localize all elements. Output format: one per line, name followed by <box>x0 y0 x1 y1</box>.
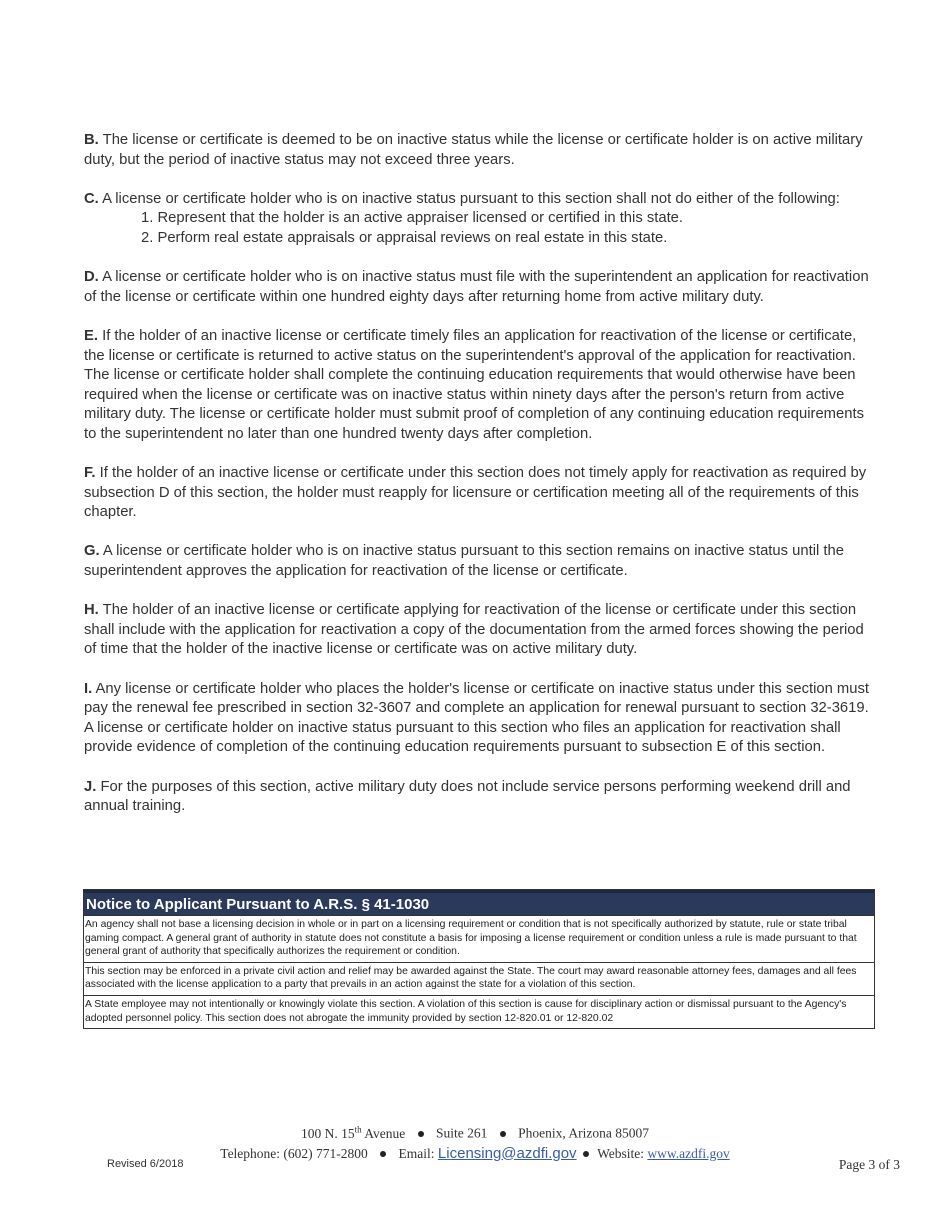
paragraph-letter: F. <box>84 465 96 482</box>
paragraph-text: The license or certificate is deemed to be on inactive status while the license or certificate holder is on active military duty, but the period of inactive status may not exceed three years. <box>84 132 863 168</box>
notice-row: This section may be enforced in a private civil action and relief may be awarded against the State. The court may award reasonable attorney fees, damages and all fees associated with the license application to a party that prevails in an action against the state for a violation of this section. <box>84 962 874 995</box>
street-number: 100 N. 15 <box>300 1125 355 1141</box>
bullet-icon <box>583 1151 589 1157</box>
telephone: Telephone: (602) 771-2800 <box>220 1145 368 1161</box>
street-suffix: th <box>354 1124 362 1134</box>
street <box>301 1126 405 1141</box>
bullet-icon <box>418 1131 424 1137</box>
page-number: Page 3 of 3 <box>838 1157 900 1172</box>
street-name: Avenue <box>361 1125 406 1141</box>
email-label: Email: <box>398 1145 438 1161</box>
website-link[interactable]: www.azdfi.gov <box>647 1145 730 1161</box>
notice-row: A State employee may not intentionally or knowingly violate this section. A violation of this section is cause for disciplinary action or dismissal pursuant to the Agency's adopted personnel policy. This section does not abrogate the immunity provided by section 12-820.01 or 12-820.02 <box>84 995 874 1028</box>
revised-date: Revised 6/2018 <box>107 1158 184 1170</box>
notice-title: Notice to Applicant Pursuant to A.R.S. § 41-1030 <box>84 890 874 915</box>
suite: Suite 261 <box>436 1125 488 1141</box>
paragraph-letter: I. <box>84 680 93 697</box>
paragraph-text: If the holder of an inactive license or certificate timely files an application for reactivation of the license or certificate, the license or certificate is returned to active status on the superintendent's approval of the application for reactivation. The license or certificate holder shall complete the continuing education requirements that would otherwise have been required when the license or certificate was on inactive status within ninety days after the person's return from active military duty. The license or certificate holder must submit proof of completion of any continuing education requirements to the superintendent no later than one hundred twenty days after completion. <box>84 327 864 442</box>
paragraph-f <box>84 464 870 523</box>
notice-box <box>83 889 875 1029</box>
paragraph-e <box>84 327 870 445</box>
city: Phoenix, Arizona 85007 <box>518 1125 650 1141</box>
footer-address <box>0 1119 950 1164</box>
paragraph-text: For the purposes of this section, active military duty does not include service persons performing weekend drill and annual training. <box>84 778 851 815</box>
paragraph-letter: B. <box>84 132 99 148</box>
paragraph-letter: E. <box>84 327 98 344</box>
paragraph-text: If the holder of an inactive license or certificate under this section does not timely apply for reactivation as required by subsection D of this section, the holder must reapply for licensure or certification meeting all of the requirements of this chapter. <box>84 465 867 521</box>
list-item: 1. Represent that the holder is an active appraiser licensed or certified in this state. <box>141 210 684 227</box>
paragraph-text: A license or certificate holder who is on inactive status pursuant to this section shall not do either of the following: <box>98 190 840 207</box>
bullet-icon <box>380 1151 386 1157</box>
email-link[interactable]: Licensing@azdfi.gov <box>437 1144 577 1162</box>
paragraph-letter: J. <box>84 778 97 795</box>
paragraph-text: A license or certificate holder who is on inactive status must file with the superintendent an application for reactivation of the license or certificate within one hundred eighty days after returning home from active military duty. <box>84 269 869 305</box>
notice-row: An agency shall not base a licensing decision in whole or in part on a licensing requirement or condition that is not specifically authorized by statute, rule or state tribal gaming compact. A general grant of authority in statute does not constitute a basis for imposing a license requirement or condition unless a rule is made pursuant to that general grant of authority that specifically authorizes the requirement or condition. <box>84 915 874 962</box>
paragraph-d <box>84 268 870 307</box>
bullet-icon <box>500 1131 506 1137</box>
paragraph-h <box>84 601 870 660</box>
paragraph-letter: C. <box>84 190 99 207</box>
paragraph-c <box>84 190 870 249</box>
paragraph-i <box>84 680 870 758</box>
paragraph-letter: H. <box>84 602 99 619</box>
paragraph-letter: G. <box>84 543 100 560</box>
paragraph-text: The holder of an inactive license or certificate applying for reactivation of the license or certificate under this section shall include with the application for reactivation a copy of the documentation from the armed forces showing the period of time that the holder of the inactive license or certificate was on active military duty. <box>84 602 864 658</box>
website-label: Website: <box>597 1145 648 1161</box>
address-line <box>0 1119 950 1144</box>
paragraph-text: Any license or certificate holder who places the holder's license or certificate on inactive status under this section must pay the renewal fee prescribed in section 32-3607 and complete an application for renewal pursuant to section 32-3619. A license or certificate holder on inactive status pursuant to this section who files an application for reactivation shall provide evidence of completion of the continuing education requirements pursuant to subsection E of this section. <box>84 680 869 756</box>
paragraph-b <box>84 131 870 170</box>
paragraph-letter: D. <box>84 269 99 286</box>
paragraph-text: A license or certificate holder who is on inactive status pursuant to this section remains on inactive status until the superintendent approves the application for reactivation of the license or certificate. <box>84 543 844 580</box>
paragraph-j <box>84 778 870 817</box>
list-item: 2. Perform real estate appraisals or appraisal reviews on real estate in this state. <box>141 229 668 246</box>
document-body <box>84 131 870 836</box>
paragraph-g <box>84 542 870 581</box>
